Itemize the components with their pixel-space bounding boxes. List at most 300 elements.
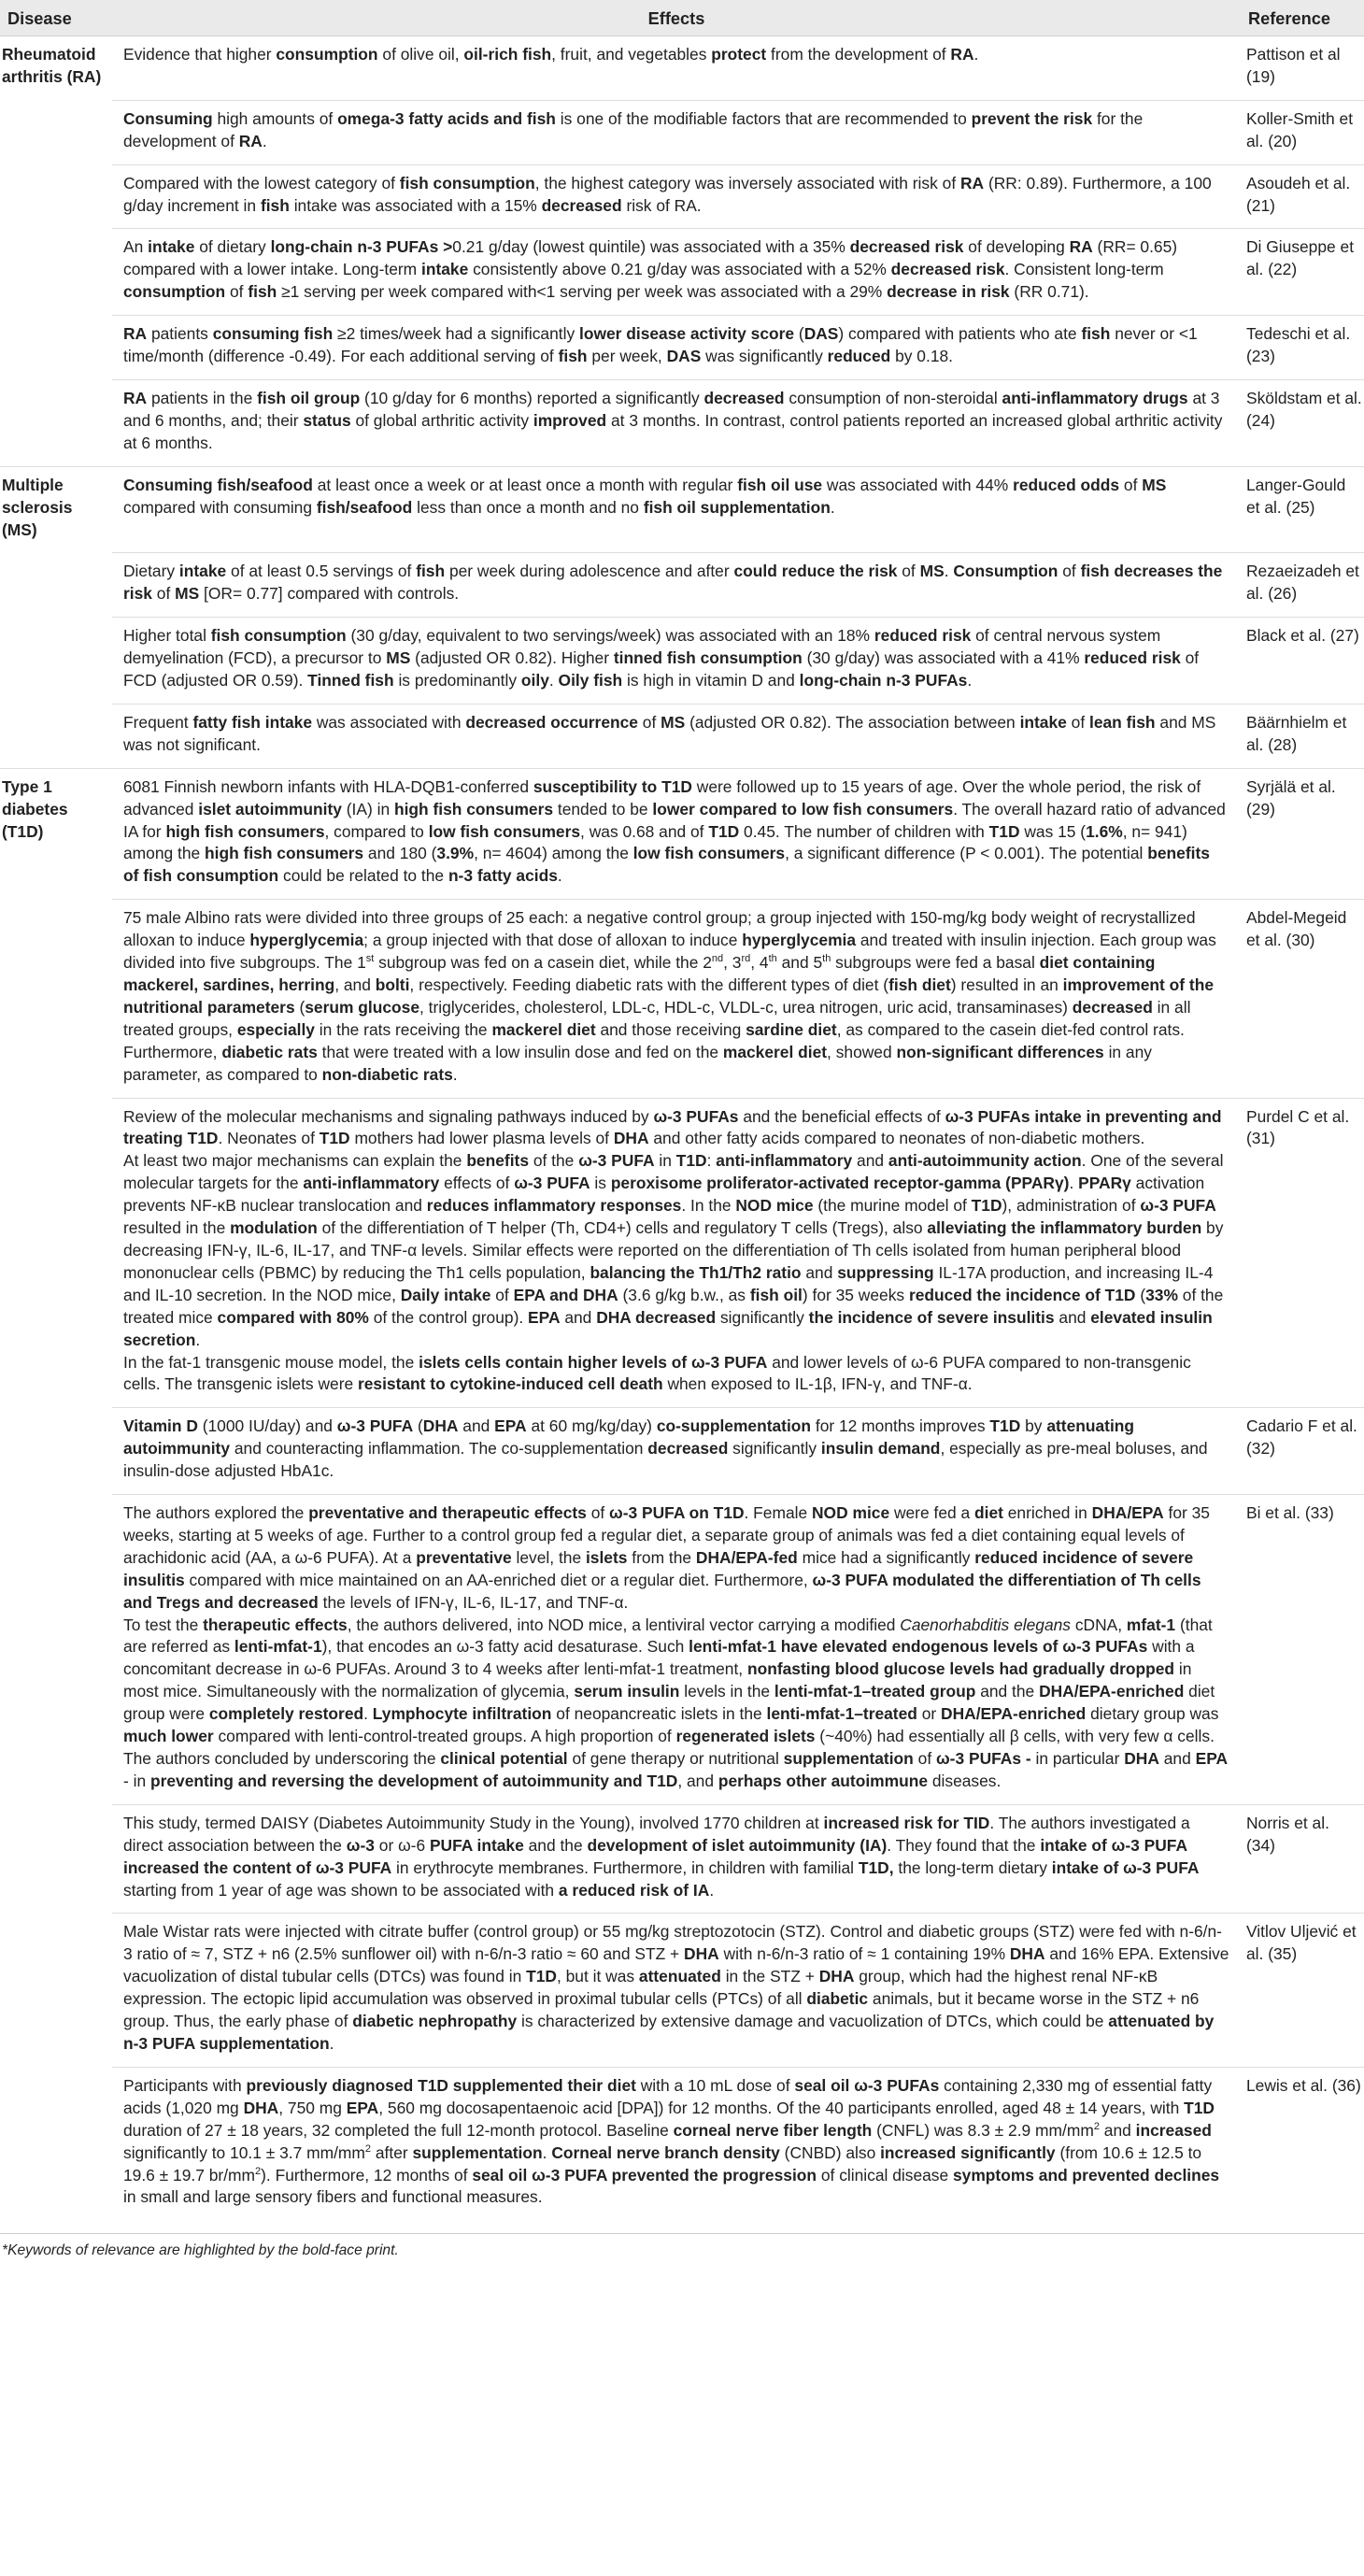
keyword: preventative xyxy=(416,1547,512,1567)
effect-text: , fruit, and vegetables xyxy=(551,45,712,64)
effect-text: Frequent xyxy=(123,712,193,732)
effect-text: from the xyxy=(627,1547,696,1567)
header-reference: Reference xyxy=(1241,0,1364,36)
keyword: omega-3 fatty acids and fish xyxy=(337,108,556,128)
keyword: ω-3 PUFAs - xyxy=(935,1749,1031,1768)
effect-text: were followed up to 15 years of age. Over the whole period, the risk of advanced xyxy=(123,776,1201,818)
keyword: protect xyxy=(711,45,767,64)
effect-text: risk of RA. xyxy=(621,195,702,215)
keyword: bolti xyxy=(375,975,410,994)
effect-text: at 3 months. In contrast, control patients reported an increased global arthritic activity at 6 months. xyxy=(123,410,1223,452)
effect-text: 2 xyxy=(255,2165,262,2177)
disease-cell xyxy=(0,100,112,164)
disease-cell xyxy=(0,618,112,704)
effect-text: that were treated with a low insulin dose and fed on the xyxy=(317,1042,723,1061)
effect-text: high amounts of xyxy=(212,108,338,128)
keyword: intake xyxy=(420,260,469,279)
table-row xyxy=(0,2067,1364,2220)
keyword: non-diabetic rats xyxy=(321,1064,453,1084)
effect-text: consistently above 0.21 g/day was associated with a 52% xyxy=(468,260,891,279)
disease-cell xyxy=(0,316,112,380)
effect-text: , and xyxy=(334,975,376,994)
keyword: reduced the incidence of T1D xyxy=(908,1285,1136,1304)
effect-text: (RR 0.71). xyxy=(1009,282,1089,302)
keyword: completely restored xyxy=(208,1704,364,1724)
keyword: diet xyxy=(974,1503,1003,1523)
effect-text: , 750 mg xyxy=(278,2098,347,2117)
keyword: fatty fish intake xyxy=(192,712,312,732)
keyword: DHA xyxy=(422,1416,459,1436)
keyword: increased xyxy=(1135,2120,1212,2140)
keyword: improved xyxy=(533,410,607,430)
effect-text: in small and large sensory fibers and functional measures. xyxy=(123,2187,543,2207)
keyword: lenti-mfat-1 xyxy=(234,1637,322,1657)
effect-text: consumption of non-steroidal xyxy=(784,388,1002,407)
keyword: diabetic nephropathy xyxy=(352,2012,518,2031)
effect-text: - in xyxy=(123,1771,150,1790)
keyword: compared with 80% xyxy=(217,1307,369,1327)
keyword: supplementation xyxy=(412,2142,543,2162)
keyword: long-chain n-3 PUFAs > xyxy=(270,237,453,257)
keyword: NOD mice xyxy=(735,1196,814,1216)
effect-text: , compared to xyxy=(324,821,429,841)
table-row xyxy=(0,768,1364,900)
effect-text: ( xyxy=(294,997,305,1017)
effect-text: and 16% EPA. Extensive vacuolization of distal tubular cells (DTCs) was found in xyxy=(123,1944,1229,1986)
effect-text: of global arthritic activity xyxy=(350,410,533,430)
keyword: oil-rich fish xyxy=(463,45,552,64)
keyword: co-supplementation xyxy=(656,1416,812,1436)
effect-text: compared with mice maintained on an AA-enriched diet or a regular diet. Furthermore, xyxy=(184,1570,813,1589)
effect-text: 6081 Finnish newborn infants with HLA-DQB1-conferred xyxy=(123,776,533,796)
effect-text: with a 10 mL dose of xyxy=(635,2075,795,2095)
keyword: hyperglycemia xyxy=(742,931,857,950)
effect-text: in the STZ + xyxy=(720,1967,819,1986)
effect-text: The authors explored the xyxy=(123,1503,309,1523)
keyword: seal oil ω-3 PUFAs xyxy=(794,2075,940,2095)
header-disease: Disease xyxy=(0,0,112,36)
keyword: MS xyxy=(386,648,411,668)
keyword: T1D xyxy=(971,1196,1002,1216)
keyword: MS xyxy=(919,562,945,581)
effect-text: and xyxy=(1158,1749,1196,1768)
keyword: DHA xyxy=(1009,1944,1045,1964)
table-row xyxy=(0,379,1364,466)
effects-cell xyxy=(112,618,1241,704)
keyword: decreased xyxy=(703,388,785,407)
keyword: benefits xyxy=(466,1151,529,1171)
keyword: serum glucose xyxy=(305,997,419,1017)
effect-text: of dietary xyxy=(194,237,271,257)
effect-text: compared with consuming xyxy=(123,497,317,517)
effect-text: . The overall hazard ratio of advanced IA for xyxy=(123,799,1226,841)
effect-text: , triglycerides, cholesterol, LDL-c, HDL-c, VLDL-c, urea nitrogen, uric acid, transaminases) xyxy=(419,997,1073,1017)
effect-text: cDNA, xyxy=(1071,1615,1127,1634)
effect-text: st xyxy=(365,953,375,965)
effect-text: animals, but it became worse in the STZ + n6 group. Thus, the early phase of xyxy=(123,1989,1200,2031)
keyword: ω-3 PUFA xyxy=(514,1174,590,1193)
effect-text: of xyxy=(897,562,920,581)
effect-text: and xyxy=(1054,1307,1091,1327)
table-row xyxy=(0,1495,1364,1805)
effect-text: (3.6 g/kg b.w., as xyxy=(618,1285,750,1304)
effect-text: (adjusted OR 0.82). The association between xyxy=(685,712,1020,732)
effect-text: and the xyxy=(975,1682,1040,1701)
disease-cell xyxy=(0,553,112,618)
keyword: clinical potential xyxy=(440,1749,568,1768)
keyword: intake xyxy=(148,237,195,257)
keyword: fish xyxy=(248,282,277,302)
keyword: DHA/EPA-fed xyxy=(695,1547,798,1567)
effects-cell xyxy=(112,316,1241,380)
effect-text: and xyxy=(801,1262,838,1282)
keyword: status xyxy=(303,410,351,430)
keyword: NOD mice xyxy=(812,1503,890,1523)
effect-text: with n-6/n-3 ratio of ≈ 1 containing 19% xyxy=(718,1944,1010,1964)
effects-cell xyxy=(112,553,1241,618)
keyword: fish decreases the risk xyxy=(123,562,1223,604)
effect-text: , 4 xyxy=(750,953,769,973)
keyword: DHA xyxy=(684,1944,719,1964)
keyword: ω-3 PUFAs xyxy=(653,1106,739,1126)
keyword: seal oil ω-3 PUFA prevented the progression xyxy=(472,2165,817,2185)
effect-text: were fed a xyxy=(889,1503,974,1523)
keyword: fish xyxy=(416,562,446,581)
effect-text: of xyxy=(637,712,661,732)
effect-text: ≥1 serving per week compared with<1 serving per week was associated with a 29% xyxy=(277,282,888,302)
effect-text: , 560 mg docosapentaenoic acid [DPA]) for 12 months. Of the 40 participants enrolled, aged 48 ± 14 years, with xyxy=(378,2098,1185,2117)
effect-text: by 0.18. xyxy=(890,347,953,366)
keyword: long-chain n-3 PUFAs xyxy=(799,671,968,690)
effect-text: never or <1 time/month (difference -0.49). For each additional serving of xyxy=(123,324,1198,366)
effect-text: , the authors delivered, into NOD mice, a lentiviral vector carrying a modified xyxy=(347,1615,901,1634)
keyword: tinned fish consumption xyxy=(613,648,803,668)
keyword: symptoms and prevented declines xyxy=(953,2165,1220,2185)
table-row xyxy=(0,316,1364,380)
keyword: benefits of fish consumption xyxy=(123,844,1210,886)
effect-text: . xyxy=(557,866,562,886)
effect-text: level, the xyxy=(511,1547,586,1567)
keyword: RA xyxy=(950,45,974,64)
keyword: the incidence of severe insulitis xyxy=(808,1307,1055,1327)
effect-text: An xyxy=(123,237,149,257)
effect-text: , a significant difference (P < 0.001). The potential xyxy=(785,844,1148,863)
disease-cell xyxy=(0,1495,112,1805)
effect-text: was associated with xyxy=(312,712,466,732)
effect-text: was associated with 44% xyxy=(822,475,1014,494)
effect-text: Evidence that higher xyxy=(123,45,277,64)
effect-text: for 12 months improves xyxy=(811,1416,990,1436)
effect-text: of xyxy=(490,1285,514,1304)
effect-text: patients in the xyxy=(147,388,258,407)
reference-cell: Syrjälä et al. (29) xyxy=(1241,768,1364,900)
effect-text: of the control group). xyxy=(368,1307,529,1327)
keyword: susceptibility to T1D xyxy=(533,776,692,796)
effect-text: diet group were xyxy=(123,1682,1215,1724)
keyword: ω-3 PUFA xyxy=(336,1416,414,1436)
effect-text: and 180 ( xyxy=(363,844,437,863)
keyword: reduced xyxy=(827,347,891,366)
table-row xyxy=(0,1098,1364,1408)
effect-text: compared with lenti-control-treated groups. A high proportion of xyxy=(213,1727,676,1746)
keyword: supplementation xyxy=(783,1749,914,1768)
keyword: intake xyxy=(178,562,227,581)
reference-cell: Pattison et al (19) xyxy=(1246,45,1341,86)
keyword: reduced risk xyxy=(874,626,972,646)
effect-text: significantly xyxy=(728,1439,821,1459)
keyword: low fish consumers xyxy=(428,821,581,841)
effect-text: , n= 4604) among the xyxy=(474,844,633,863)
keyword: decreased risk xyxy=(890,260,1005,279)
keyword: EPA and DHA xyxy=(513,1285,618,1304)
effect-text: of olive oil, xyxy=(377,45,464,64)
effect-text: and the beneficial effects of xyxy=(738,1106,945,1126)
effect-text: (30 g/day) was associated with a 41% xyxy=(802,648,1085,668)
effect-text: (RR= 0.65) compared with a lower intake. Long-term xyxy=(123,237,1178,279)
effect-text: of the differentiation of T helper (Th, CD4+) cells and regulatory T cells (Tregs), also xyxy=(317,1218,928,1238)
keyword: non-significant differences xyxy=(896,1042,1104,1061)
keyword: anti-inflammatory drugs xyxy=(1002,388,1188,407)
effect-text: and xyxy=(560,1307,597,1327)
keyword: DHA xyxy=(243,2098,279,2117)
effect-text: duration of 27 ± 18 years, 32 completed the full 12-month protocol. Baseline xyxy=(123,2120,674,2140)
effect-text: ( xyxy=(413,1416,423,1436)
effect-text: (IA) in xyxy=(341,799,394,818)
effect-text: and those receiving xyxy=(595,1019,746,1039)
keyword: increased risk for TID xyxy=(823,1813,990,1832)
keyword: RA xyxy=(1069,237,1093,257)
disease-cell: Multiple sclerosis (MS) xyxy=(0,466,112,553)
keyword: T1D xyxy=(526,1967,557,1986)
effect-text: nd xyxy=(711,953,724,965)
effect-text: is predominantly xyxy=(393,671,521,690)
effect-text: . xyxy=(542,2142,552,2162)
keyword: fish oil supplementation xyxy=(643,497,831,517)
effect-text: (RR: 0.89). Furthermore, a 100 g/day increment in xyxy=(123,173,1212,215)
table-row xyxy=(0,900,1364,1098)
keyword: 1.6% xyxy=(1086,821,1123,841)
keyword: perhaps other autoimmune xyxy=(718,1771,929,1790)
keyword: attenuated xyxy=(638,1967,721,1986)
effect-text: , n= 941) among the xyxy=(123,821,1187,863)
keyword: T1D xyxy=(989,1416,1021,1436)
effect-text: . xyxy=(944,562,954,581)
reference-cell: Tedeschi et al. (23) xyxy=(1241,316,1364,380)
keyword: high fish consumers xyxy=(165,821,325,841)
effect-text: ; a group injected with that dose of alloxan to induce xyxy=(363,931,743,950)
keyword: ω-3 PUFAs intake in preventing and treating T1D xyxy=(123,1106,1222,1148)
effects-cell xyxy=(112,100,1241,164)
effect-text: or xyxy=(916,1704,942,1724)
effect-text: of the treated mice xyxy=(123,1285,1224,1327)
keyword: development of islet autoimmunity (IA) xyxy=(587,1835,888,1855)
keyword: T1D xyxy=(988,821,1020,841)
keyword: nonfasting blood glucose levels had gradually dropped xyxy=(746,1659,1175,1679)
keyword: resistant to cytokine-induced cell death xyxy=(357,1374,663,1394)
effect-text: and xyxy=(852,1151,888,1171)
effect-text: . xyxy=(709,1880,715,1900)
effect-text: 2 xyxy=(1093,2120,1100,2132)
keyword: fish consumption xyxy=(399,173,535,192)
table-header-row xyxy=(0,0,1364,36)
effect-text: significantly to 10.1 ± 3.7 mm/mm xyxy=(123,2142,365,2162)
effect-text: and xyxy=(1099,2120,1136,2140)
keyword: decrease in risk xyxy=(887,282,1010,302)
reference-cell: Norris et al. (34) xyxy=(1241,1804,1364,1914)
effect-text: (CNFL) was 8.3 ± 2.9 mm/mm xyxy=(872,2120,1094,2140)
effect-text: (adjusted OR 0.82). Higher xyxy=(410,648,614,668)
effect-text: Review of the molecular mechanisms and signaling pathways induced by xyxy=(123,1106,654,1126)
effect-text: Dietary xyxy=(123,562,179,581)
effect-text: levels in the xyxy=(679,1682,774,1701)
effect-text: (that are referred as xyxy=(123,1615,1213,1657)
effect-text: . xyxy=(195,1330,201,1349)
effects-cell xyxy=(112,900,1241,1098)
keyword: DAS xyxy=(666,347,702,366)
effect-text: of developing xyxy=(963,237,1070,257)
effect-text: by xyxy=(1020,1416,1047,1436)
keyword: DHA/EPA-enriched xyxy=(941,1704,1087,1724)
effect-text: 2 xyxy=(364,2142,372,2155)
keyword: T1D xyxy=(1184,2098,1215,2117)
effect-text: subgroups were fed a basal xyxy=(831,953,1040,973)
table-row xyxy=(0,1914,1364,2067)
keyword: reduces inflammatory responses xyxy=(426,1196,682,1216)
effects-cell xyxy=(112,704,1241,768)
keyword: islets cells contain higher levels of ω-3 PUFA xyxy=(419,1352,768,1372)
keyword: consuming fish xyxy=(212,324,334,344)
keyword: Consuming fish/seafood xyxy=(123,475,313,494)
effect-text: at 3 and 6 months, and; their xyxy=(123,388,1220,430)
keyword: lower disease activity score xyxy=(578,324,795,344)
effect-text: . One of the several molecular targets for the xyxy=(123,1151,1224,1193)
keyword: fish diet xyxy=(888,975,951,994)
disease-cell xyxy=(0,164,112,229)
effect-text: for the development of xyxy=(123,108,1144,150)
effect-text: Caenorhabditis elegans xyxy=(900,1615,1071,1634)
effect-text: ≥2 times/week had a significantly xyxy=(333,324,579,344)
effect-text: of xyxy=(1119,475,1143,494)
effect-text: in all treated groups, xyxy=(123,997,1191,1039)
keyword: low fish consumers xyxy=(632,844,786,863)
keyword: lower compared to low fish consumers xyxy=(652,799,954,818)
effects-cell xyxy=(112,768,1241,900)
table-row xyxy=(0,553,1364,618)
keyword: reduced odds xyxy=(1013,475,1120,494)
effect-text: ( xyxy=(1135,1285,1146,1304)
table-row xyxy=(0,704,1364,768)
keyword: RA xyxy=(123,388,148,407)
effect-text: 0.45. The number of children with xyxy=(739,821,989,841)
effect-text: by decreasing IFN-γ, IL-6, IL-17, and TNF-α levels. Similar effects were reported on the differentiation of Th cells isolated from human peripheral blood mononuclear cells (PBMC) by reducing the Th1 cells population, xyxy=(123,1218,1224,1282)
keyword: 33% xyxy=(1145,1285,1178,1304)
effect-text: [OR= 0.77] compared with controls. xyxy=(199,584,460,604)
keyword: EPA xyxy=(1195,1749,1229,1768)
effect-text: significantly xyxy=(716,1307,809,1327)
effect-text: of xyxy=(586,1503,610,1523)
effect-text: of central nervous system demyelination (FCD), a precursor to xyxy=(123,626,1161,668)
effects-cell xyxy=(112,1914,1241,2067)
effect-text: . xyxy=(363,1704,373,1724)
keyword: lenti-mfat-1–treated xyxy=(766,1704,917,1724)
effect-text: resulted in the xyxy=(123,1218,231,1238)
keyword: lenti-mfat-1 have elevated endogenous levels of ω-3 PUFAs xyxy=(689,1637,1148,1657)
keyword: hyperglycemia xyxy=(249,931,364,950)
keyword: T1D xyxy=(708,821,740,841)
keyword: mackerel diet xyxy=(491,1019,596,1039)
effect-text: and other fatty acids compared to neonates of non-diabetic mothers. xyxy=(648,1129,1145,1148)
effect-text: after xyxy=(371,2142,413,2162)
keyword: ω-3 PUFA on T1D xyxy=(609,1503,745,1523)
effect-text: (from 10.6 ± 12.5 to 19.6 ± 19.7 br/mm xyxy=(123,2142,1202,2185)
keyword: ω-3 PUFA xyxy=(578,1151,655,1171)
reference-cell: Abdel-Megeid et al. (30) xyxy=(1241,900,1364,1098)
disease-cell: Type 1 diabetes (T1D) xyxy=(0,768,112,900)
keyword: high fish consumers xyxy=(393,799,554,818)
effects-cell xyxy=(112,379,1241,466)
keyword: elevated insulin secretion xyxy=(123,1307,1213,1349)
effect-text: in most mice. Simultaneously with the normalization of glycemia, xyxy=(123,1659,1192,1701)
effect-text: . The authors investigated a direct association between the xyxy=(123,1813,1190,1855)
keyword: Consuming xyxy=(123,108,213,128)
effect-text: mice had a significantly xyxy=(797,1547,975,1567)
keyword: n-3 fatty acids xyxy=(448,866,558,886)
keyword: T1D, xyxy=(858,1857,894,1877)
table-row xyxy=(0,229,1364,316)
table-body xyxy=(0,36,1364,2221)
keyword: mfat-1 xyxy=(1126,1615,1176,1634)
effect-text: In the fat-1 transgenic mouse model, the xyxy=(123,1352,419,1372)
keyword: 3.9% xyxy=(436,844,475,863)
keyword: DHA xyxy=(1124,1749,1159,1768)
keyword: suppressing xyxy=(837,1262,934,1282)
keyword: PUFA intake xyxy=(429,1835,524,1855)
reference-cell: Asoudeh et al. (21) xyxy=(1241,164,1364,229)
header-effects: Effects xyxy=(112,0,1241,36)
effect-text: of xyxy=(225,282,249,302)
keyword: diet containing mackerel, sardines, herring xyxy=(123,953,1156,994)
effect-text: was 15 ( xyxy=(1019,821,1087,841)
effect-text: less than once a month and no xyxy=(412,497,644,517)
disease-cell xyxy=(0,2067,112,2220)
effect-text: . xyxy=(830,497,835,517)
effect-text: (~40%) had essentially all β cells, with very few α cells. xyxy=(815,1727,1215,1746)
keyword: therapeutic effects xyxy=(203,1615,348,1634)
effect-text: : xyxy=(706,1151,717,1171)
keyword: decreased occurrence xyxy=(465,712,638,732)
effect-text: was significantly xyxy=(701,347,828,366)
keyword: fish xyxy=(260,195,290,215)
keyword: could reduce the risk xyxy=(733,562,898,581)
effect-text: and xyxy=(458,1416,495,1436)
disease-cell xyxy=(0,704,112,768)
effects-cell xyxy=(112,229,1241,316)
effect-text: . xyxy=(1069,1174,1079,1193)
effect-text: or ω-6 xyxy=(374,1835,430,1855)
keyword: insulin demand xyxy=(820,1439,941,1459)
effect-text: To test the xyxy=(123,1615,204,1634)
effect-text: ) for 35 weeks xyxy=(802,1285,909,1304)
keyword: peroxisome proliferator-activated receptor-gamma (PPARγ) xyxy=(610,1174,1070,1193)
keyword: RA xyxy=(959,173,985,192)
effect-text: for 35 weeks, starting at 5 weeks of age. Further to a control group fed a regular diet, a separate group of animals was fed a diet containing equal levels of arachidonic acid (AA, a ω-6 PUFA). At a xyxy=(123,1503,1210,1567)
effect-text: . xyxy=(329,2033,334,2053)
disease-cell xyxy=(0,1408,112,1495)
effect-text: enriched in xyxy=(1002,1503,1092,1523)
keyword: ω-3 xyxy=(346,1835,375,1855)
keyword: lean fish xyxy=(1089,712,1156,732)
effect-text: , 3 xyxy=(723,953,742,973)
